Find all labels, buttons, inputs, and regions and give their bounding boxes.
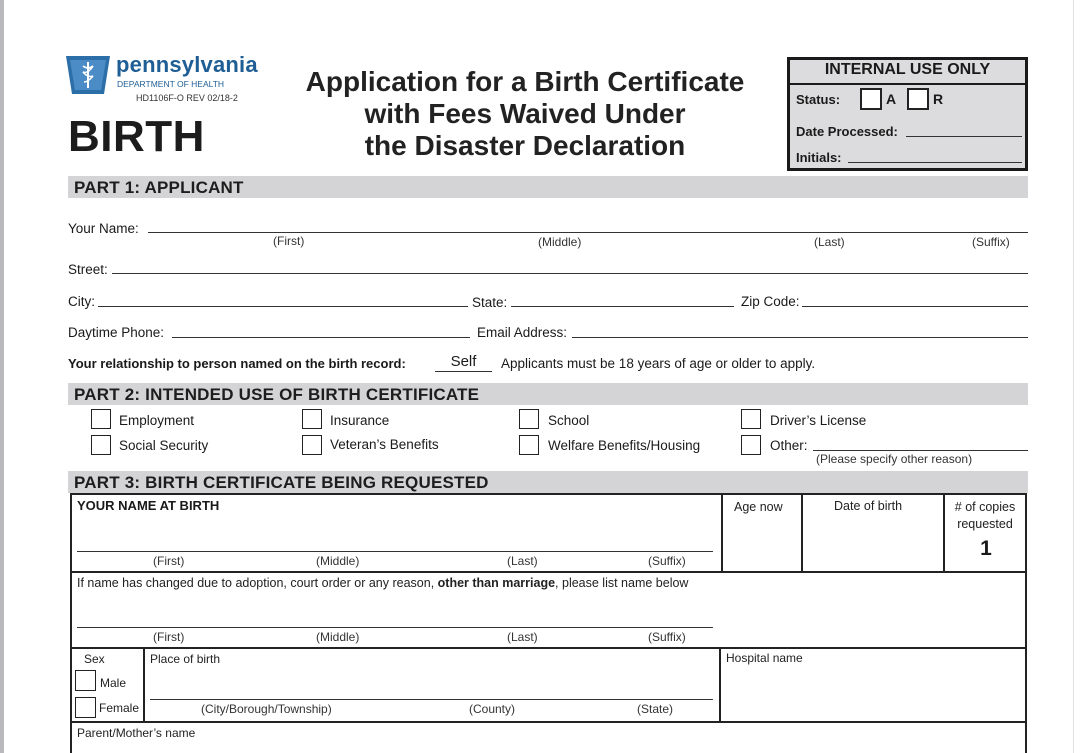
parent-mother-field[interactable]	[74, 742, 1022, 753]
sex-label: Sex	[84, 652, 105, 666]
record-type: BIRTH	[68, 112, 205, 161]
your-name-label: Your Name:	[68, 221, 139, 236]
zip-label: Zip Code:	[741, 294, 800, 309]
name-suffix-hint: (Suffix)	[972, 235, 1010, 249]
pa-keystone-logo	[64, 52, 112, 96]
changed-first-hint: (First)	[153, 630, 185, 644]
age-now-label: Age now	[734, 500, 783, 514]
social-security-label: Social Security	[119, 438, 209, 453]
changed-last-hint: (Last)	[507, 630, 538, 644]
copies-label-1: # of copies	[954, 500, 1016, 514]
page-title	[300, 66, 750, 162]
welfare-checkbox[interactable]	[519, 435, 539, 455]
window-right-edge	[1073, 0, 1088, 753]
employment-checkbox[interactable]	[91, 409, 111, 429]
window-left-edge	[0, 0, 4, 753]
birth-last-hint: (Last)	[507, 554, 538, 568]
zip-field[interactable]	[802, 306, 1028, 307]
name-last-hint: (Last)	[814, 235, 845, 249]
drivers-license-checkbox[interactable]	[741, 409, 761, 429]
date-processed-label: Date Processed:	[796, 124, 898, 139]
insurance-checkbox[interactable]	[302, 409, 322, 429]
col-age-divider	[801, 493, 803, 573]
place-of-birth-label: Place of birth	[150, 652, 221, 666]
status-r-label: R	[933, 91, 944, 107]
city-field[interactable]	[98, 306, 468, 307]
logo-brand: pennsylvania	[116, 52, 258, 77]
name-change-pre: If name has changed due to adoption, court order or any reason,	[77, 576, 438, 590]
row3-bottom	[70, 721, 1027, 723]
status-label: Status:	[796, 92, 841, 107]
name-at-birth-field[interactable]	[77, 551, 713, 552]
birth-first-hint: (First)	[153, 554, 185, 568]
social-security-checkbox[interactable]	[91, 435, 111, 455]
changed-suffix-hint: (Suffix)	[648, 630, 686, 644]
logo-department: DEPARTMENT OF HEALTH	[117, 79, 225, 89]
status-a-label: A	[886, 91, 897, 107]
school-checkbox[interactable]	[519, 409, 539, 429]
part2-header	[68, 383, 1028, 405]
dob-field[interactable]	[804, 516, 942, 570]
col-sex-divider	[143, 647, 145, 722]
col-dob-divider	[943, 493, 945, 573]
name-change-post: , please list name below	[555, 576, 689, 590]
welfare-label: Welfare Benefits/Housing	[548, 438, 701, 453]
title-line-1: Application for a Birth Certificate	[305, 66, 745, 97]
birth-middle-hint: (Middle)	[316, 554, 360, 568]
other-hint: (Please specify other reason)	[816, 452, 973, 466]
dob-label: Date of birth	[834, 499, 903, 513]
copies-header	[946, 499, 1024, 533]
school-label: School	[548, 413, 590, 428]
keystone-icon	[64, 52, 112, 96]
name-at-birth-label: YOUR NAME AT BIRTH	[77, 498, 220, 513]
female-label: Female	[99, 701, 140, 715]
place-county-hint: (County)	[469, 702, 516, 716]
your-name-field[interactable]	[148, 232, 1028, 233]
male-label: Male	[100, 676, 127, 690]
veterans-benefits-label: Veteran’s Benefits	[330, 437, 439, 452]
row1-bottom	[70, 571, 1027, 573]
relationship-field[interactable]	[435, 353, 492, 372]
female-checkbox[interactable]	[75, 697, 96, 718]
state-field[interactable]	[511, 306, 734, 307]
copies-value[interactable]: 1	[980, 537, 992, 560]
parent-mother-label: Parent/Mother’s name	[77, 726, 196, 740]
name-change-instruction	[77, 576, 688, 590]
relationship-label: Your relationship to person named on the birth record:	[68, 356, 406, 371]
age-note: Applicants must be 18 years of age or older to apply.	[501, 356, 816, 371]
insurance-label: Insurance	[330, 413, 390, 428]
male-checkbox[interactable]	[75, 670, 96, 691]
table-left-border	[70, 493, 72, 753]
internal-heading: INTERNAL USE ONLY	[824, 61, 991, 78]
row2-bottom	[70, 647, 1027, 649]
status-r-checkbox[interactable]	[907, 88, 929, 110]
email-label: Email Address:	[477, 325, 568, 340]
drivers-license-label: Driver’s License	[770, 413, 867, 428]
email-field[interactable]	[572, 337, 1028, 338]
part1-heading: PART 1: APPLICANT	[74, 178, 244, 197]
changed-middle-hint: (Middle)	[316, 630, 360, 644]
table-top-border	[70, 493, 1027, 495]
city-label: City:	[68, 294, 95, 309]
internal-use-box	[787, 57, 1028, 171]
other-checkbox[interactable]	[741, 435, 761, 455]
birth-suffix-hint: (Suffix)	[648, 554, 686, 568]
title-line-2: with Fees Waived Under	[364, 98, 686, 129]
part3-header	[68, 471, 1028, 493]
street-field[interactable]	[112, 273, 1028, 274]
veterans-benefits-checkbox[interactable]	[302, 435, 322, 455]
other-label: Other:	[770, 438, 808, 453]
part1-header	[68, 176, 1028, 198]
date-processed-field[interactable]	[906, 136, 1022, 137]
hospital-label: Hospital name	[726, 651, 803, 665]
place-city-hint: (City/Borough/Township)	[201, 702, 332, 716]
name-middle-hint: (Middle)	[538, 235, 582, 249]
hospital-field[interactable]	[724, 668, 1022, 718]
place-of-birth-field[interactable]	[150, 699, 713, 700]
internal-heading-rule	[790, 83, 1025, 85]
other-reason-field[interactable]	[813, 450, 1028, 451]
relationship-value: Self	[450, 353, 477, 370]
changed-name-field[interactable]	[77, 627, 713, 628]
table-right-border	[1025, 493, 1027, 753]
part3-heading: PART 3: BIRTH CERTIFICATE BEING REQUESTED	[74, 473, 489, 492]
employment-label: Employment	[119, 413, 195, 428]
status-a-checkbox[interactable]	[860, 88, 882, 110]
name-change-bold: other than marriage	[437, 576, 556, 590]
place-state-hint: (State)	[637, 702, 674, 716]
initials-field[interactable]	[848, 162, 1022, 163]
state-label: State:	[472, 295, 508, 310]
title-line-3: the Disaster Declaration	[364, 130, 686, 161]
copies-label-2: requested	[957, 517, 1013, 531]
name-first-hint: (First)	[273, 234, 305, 248]
part2-heading: PART 2: INTENDED USE OF BIRTH CERTIFICATE	[74, 385, 480, 404]
col-name-divider	[721, 493, 723, 573]
initials-label: Initials:	[796, 150, 842, 165]
street-label: Street:	[68, 262, 108, 277]
col-place-divider	[719, 647, 721, 722]
phone-label: Daytime Phone:	[68, 325, 165, 340]
form-code: HD1106F-O REV 02/18-2	[136, 93, 238, 103]
phone-field[interactable]	[172, 337, 470, 338]
age-now-field[interactable]	[724, 516, 800, 570]
